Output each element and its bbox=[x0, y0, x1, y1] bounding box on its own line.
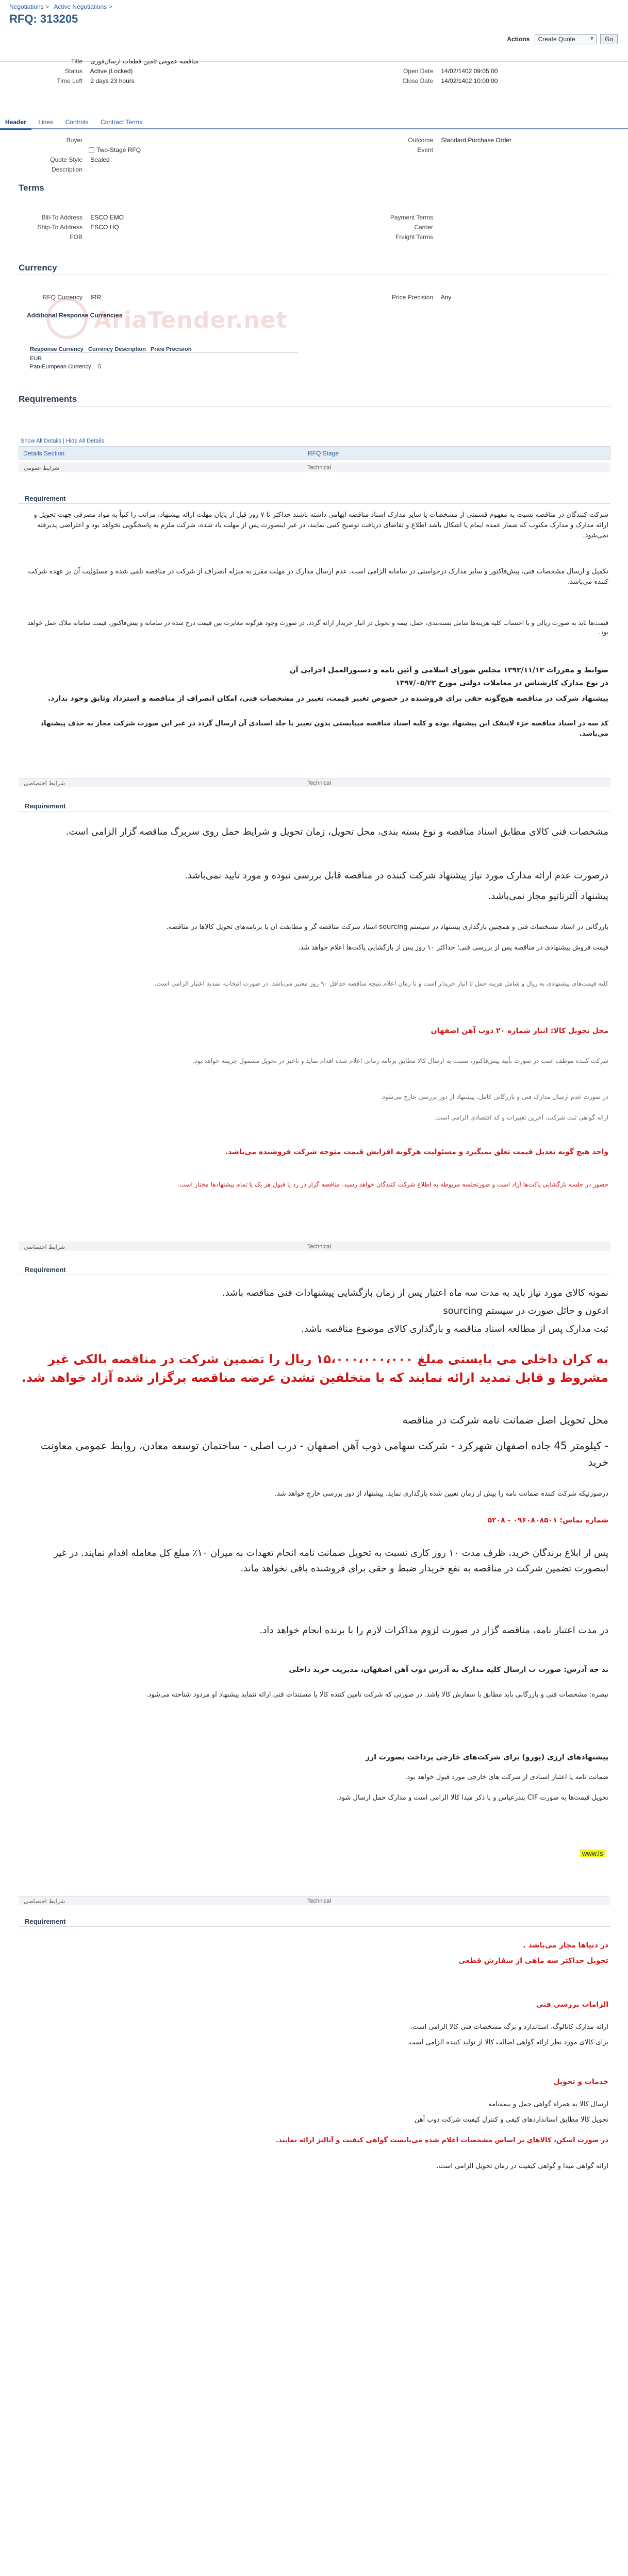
buyer-label: Buyer bbox=[66, 137, 82, 144]
block2-para11: واحد هیچ گونه تعدیل قیمت تعلق نمیگیرد و مسئولیت هرگونه افزایش قیمت متوجه شرکت فروشنده می‌باشد. bbox=[225, 1148, 608, 1156]
price-precision-row bbox=[371, 294, 451, 301]
watermark-logo bbox=[46, 294, 288, 350]
block3-para12: تبصره: مشخصات فنی و بازرگانی باید مطابق با سفارش کالا باشد. در صورتی که شرکت تامین کننده کالا یا مستندات فنی ارائه ننماید پیشنهاد او مردود شناخته می‌شود. bbox=[146, 1691, 608, 1699]
section-row-2[interactable] bbox=[19, 778, 610, 787]
block3-para8: شماره تماس: ۰۹۶۰۸۰۸۵۰۱ - ۵۲۰۸ bbox=[487, 1516, 608, 1524]
block4-para4: ارائه مدارک کاتالوگ، استاندارد و برگه مشخصات فنی کالا الزامی است. bbox=[410, 2023, 608, 2031]
currency-row-desc: Pan-European Currency bbox=[30, 364, 91, 370]
block4-para10: ارائه گواهی مبدا و گواهی کیفیت در زمان تحویل الزامی است. bbox=[436, 2162, 608, 2170]
title-label: Title bbox=[71, 58, 82, 65]
block3-para3: ثبت مدارک پس از مطالعه اسناد مناقصه و بارگذاری کالای موضوع مناقصه باشد. bbox=[301, 1324, 608, 1334]
price-precision-value: Any bbox=[440, 294, 452, 301]
block3-para6: - کیلومتر 45 جاده اصفهان شهرکرد - شرکت سهامی ذوب آهن اصفهان - درب اصلی - ساختمان توسعه معادن، روابط عمومی معاونت خرید bbox=[40, 1439, 608, 1468]
page-title: RFQ: 313205 bbox=[9, 12, 78, 25]
watermark-logo-icon bbox=[46, 298, 88, 339]
time-left-value: 2 days 23 hours bbox=[90, 77, 135, 84]
block2-para5: قیمت فروش پیشنهادی در مناقصه پس از بررسی فنی؛ حداکثر ۱۰ روز پس از بازگشایی پاکت‌ها اعلام خواهد شد. bbox=[298, 944, 608, 952]
block3-para9: پس از ابلاغ برندگان خرید، ظرف مدت ۱۰ روز کاری نسبت به تحویل ضمانت نامه انجام تعهدات به میزان ۱۰٪ مبلغ کل معامله اقدام نمایند. در غیر اینصورت تضمین شرکت در مناقصه به نفع خریدار ضبط و حقی برای فروشنده باقی نخواهد ماند. bbox=[54, 1548, 608, 1574]
block3-para16: www.ls bbox=[580, 1850, 605, 1857]
requirements-header-bar bbox=[19, 446, 610, 460]
status-label: Status bbox=[64, 67, 82, 75]
section-1-stage: Technical bbox=[307, 465, 331, 471]
buyer-row bbox=[21, 137, 89, 144]
block4-para2: تحویل حداکثر سه ماهی از سفارش قطعی bbox=[458, 1957, 608, 1965]
ship-to-link[interactable]: ESCO HQ bbox=[90, 224, 119, 231]
block3-para1: نمونه کالای مورد نیاز باید به مدت سه ماه اعتبار پس از زمان بازگشایی پیشنهادات فنی مناقصه باشد. bbox=[222, 1287, 608, 1298]
block3-para7: درصورتیکه شرکت کننده ضمانت نامه را بیش از زمان تعیین شده بارگذاری نماید، پیشنهاد از دور بررسی خارج خواهد شد. bbox=[274, 1490, 608, 1498]
currency-title: Currency bbox=[19, 263, 57, 273]
breadcrumb-negotiations[interactable]: Negotiations bbox=[9, 3, 44, 10]
block1-para4: ضوابط و مقررات ۱۳۹۲/۱۱/۱۳ مجلس شورای اسلامی و آئین نامه و دستورالعمل اجرایی آن bbox=[289, 666, 608, 674]
bill-to-row bbox=[21, 214, 124, 221]
currency-row bbox=[30, 355, 42, 362]
two-stage-row bbox=[21, 146, 141, 154]
currency-row-desc-line bbox=[30, 364, 101, 370]
actions-label: Actions bbox=[507, 36, 530, 43]
block3-para10: در مدت اعتبار نامه، مناقصه گزار در صورت لزوم مذاکرات لازم را با برنده انجام خواهد داد. bbox=[259, 1625, 608, 1636]
breadcrumb-active-negotiations[interactable]: Active Negotiations bbox=[54, 3, 107, 10]
block4-para3: الزامات بررسی فنی bbox=[536, 2001, 608, 2009]
carrier-label: Carrier bbox=[414, 224, 433, 231]
block3-para15: تحویل قیمت‌ها به صورت CIF بندرعباس و با ذکر مبدا کالا الزامی است و مدارک حمل ارسال شود. bbox=[336, 1794, 608, 1802]
block2-para10: ارائه گواهی ثبت شرکت، آخرین تغییرات و کد اقتصادی الزامی است. bbox=[434, 1114, 608, 1121]
freight-terms-row bbox=[371, 233, 439, 241]
breadcrumb: Negotiations > Active Negotiations > bbox=[9, 3, 112, 10]
block3-para11: ند جه آدرس: صورت ت ارسال کلیه مدارک به آدرس ذوب آهن اصفهان، مدیریت خرید داخلی bbox=[289, 1666, 608, 1674]
block2-para6: کلیه قیمت‌های پیشنهادی به ریال و شامل هزینه حمل تا انبار خریدار است و تا زمان اعلام نتیجه مناقصه حداقل ۹۰ روز معتبر می‌باشد. در صورت انتخاب، تمدید اعتبار الزامی است. bbox=[154, 980, 608, 987]
description-label: Description bbox=[51, 166, 82, 173]
quote-style-value: Sealed bbox=[90, 156, 110, 163]
bill-to-label: Bill-To Address bbox=[41, 214, 82, 221]
section-1-label: شرایط عمومی bbox=[24, 465, 60, 471]
outcome-value: Standard Purchase Order bbox=[441, 137, 512, 144]
close-date-value: 14/02/1402 10:00:00 bbox=[441, 77, 498, 84]
block4-para9: در صورت اسکن، کالاهای بر اساس مشخصات اعلام شده می‌بایست گواهی کیفیت و آنالیز ارائه نمایند. bbox=[275, 2137, 608, 2144]
requirements-title: Requirements bbox=[19, 394, 77, 404]
carrier-row bbox=[371, 224, 439, 231]
freight-terms-label: Freight Terms bbox=[395, 233, 433, 241]
block2-para4: بازرگانی در اسناد مشخصات فنی و همچنین بارگذاری پیشنهاد در سیستم sourcing اسناد شرکت مناقصه گر و مطابقت آن با برنامه‌های تحویل کالاها در مناقصه. bbox=[166, 923, 608, 931]
header-time-left-row bbox=[21, 77, 135, 84]
terms-title: Terms bbox=[19, 183, 44, 193]
title-value: مناقصه عمومی تامین قطعات ارسال‌فوری bbox=[90, 58, 199, 65]
tab-contract-terms[interactable]: Contract Terms bbox=[100, 118, 143, 126]
quote-style-row bbox=[21, 156, 110, 163]
block3-para4: به کران داخلی می بایستی مبلغ ۱۵،۰۰۰،۰۰۰،۰۰۰ ریال را تضمین شرکت در مناقصه بالکی غیر مشروط و قابل تمدید ارائه نمایند که با متخلفین تشدن عرضه مناقصه برگزار شده آزاد خواهد شد. bbox=[21, 1352, 608, 1385]
status-value: Active (Locked) bbox=[90, 67, 133, 75]
currency-row-code: EUR bbox=[30, 355, 42, 362]
section-4-label: شرایط اختصاصی bbox=[24, 1898, 65, 1905]
open-date-value: 14/02/1402 09:05:00 bbox=[441, 67, 498, 75]
block1-para7: کد سه در اسناد مناقصه جزء لاینفک این پیشنهاد بوده و کلیه اسناد مناقصه میبایستی بدون تغییر با جلد اسنادی آن ارسال گردد در غیر این صورت شرکت مجاز به حذف پیشنهاد می‌باشد. bbox=[40, 720, 608, 738]
tab-header[interactable]: Header bbox=[0, 116, 31, 130]
currency-row-precision: 5 bbox=[97, 364, 101, 370]
tab-controls[interactable]: Controls bbox=[65, 118, 89, 126]
header-open-date-row bbox=[371, 67, 498, 75]
header-title-row bbox=[21, 58, 199, 65]
block4-para7: ارسال کالا به همراه گواهی حمل و بیمه‌نامه bbox=[488, 2100, 608, 2108]
header-close-date-row bbox=[371, 77, 498, 84]
bill-to-link[interactable]: ESCO EMO bbox=[90, 214, 124, 221]
block3-para2: ادغون و حائل صورت در سیستم sourcing bbox=[443, 1306, 608, 1316]
block3-para14: ضمانت نامه یا اعتبار اسنادی از شرکت های خارجی مورد قبول خواهد بود. bbox=[405, 1773, 608, 1781]
section-row-3[interactable] bbox=[19, 1242, 610, 1251]
precision-header: Price Precision bbox=[150, 346, 192, 352]
header-status-row bbox=[21, 67, 133, 75]
requirement-heading-2: Requirement bbox=[19, 801, 610, 811]
block2-para9: در صورت عدم ارسال مدارک فنی و بازرگانی کامل، پیشنهاد از دور بررسی خارج می‌شود. bbox=[380, 1093, 608, 1100]
quote-style-label: Quote Style bbox=[50, 156, 82, 163]
block4-para1: در دنیاها مجاز می‌باشد . bbox=[523, 1941, 608, 1950]
tab-lines[interactable]: Lines bbox=[38, 118, 53, 126]
block2-para12: حضور در جلسه بازگشایی پاکت‌ها آزاد است و صورتجلسه مربوطه به اطلاع شرکت کنندگان خواهد رسید. مناقصه گزار در رد یا قبول هر یک یا تمام پیشنهادها مختار است. bbox=[177, 1181, 608, 1188]
block4-para8: تحویل کالا مطابق استانداردهای کیفی و کنترل کیفیت شرکت ذوب آهن bbox=[414, 2116, 608, 2124]
rfq-currency-label: RFQ Currency bbox=[42, 294, 82, 301]
details-section-header: Details Section bbox=[23, 450, 65, 457]
two-stage-checkbox bbox=[89, 147, 94, 153]
block1-para1: شرکت کنندگان در مناقصه نسبت به مفهوم قسمتی از مشخصات یا سایر مدارک اسناد مناقصه ابهامی داشته باشند حداکثر تا ۷ روز قبل از پایان مهلت ارائه پیشنهاد، مراتب را کتباً به مواد مصرفی جهت تحویل و ارائه مدارک و مدارک مکتوب که شمار عمده ایمام یا اشکال باشد اطلاع و تقاضای دریافت توضیح کتبی نمایند. در غیر اینصورت پس از مهلت یاد شده، شرکت ملزم به پاسخگویی نخواهد بود و اعتراضی پذیرفته نمی‌شود. bbox=[34, 511, 608, 539]
currency-desc-header: Currency Description bbox=[88, 346, 146, 352]
close-date-label: Close Date bbox=[402, 77, 433, 84]
rfq-currency-value: IRR bbox=[90, 294, 102, 301]
block1-para5: در نوع مدارک کارشناس در معاملات دولتی مورخ ۱۳۹۷/۰۵/۲۳ bbox=[395, 679, 608, 687]
actions-select[interactable]: Create Quote ▾ bbox=[535, 34, 597, 44]
section-3-label: شرایط اختصاصی bbox=[24, 1244, 65, 1250]
section-row-1[interactable] bbox=[19, 463, 610, 472]
block1-para6: پیشنهاد شرکت در مناقصه هیچ‌گونه حقی برای فروشنده در خصوص تغییر قیمت، تغییر در مشخصات فنی، امکان انصراف از مناقصه و استرداد وثایق وجود ندارد. bbox=[47, 694, 608, 703]
requirement-heading-4: Requirement bbox=[19, 1917, 610, 1927]
resp-currency-header: Response Currency bbox=[30, 346, 84, 352]
open-date-label: Open Date bbox=[403, 67, 433, 75]
block2-para1: مشخصات فنی کالای مطابق اسناد مناقصه و نوع بسته بندی، محل تحویل، زمان تحویل و شرایط حمل روی سربرگ مناقصه گزار الزامی است. bbox=[65, 826, 608, 837]
show-hide-details[interactable]: Show All Details | Hide All Details bbox=[21, 438, 104, 444]
block3-para13: پیشنهادهای ارزی (یورو) برای شرکت‌های خارجی پرداخت بصورت ارز bbox=[366, 1753, 608, 1761]
section-3-stage: Technical bbox=[307, 1244, 331, 1250]
event-row bbox=[371, 146, 439, 154]
block2-para8: شرکت کننده موظف است در صورت تأیید پیش‌فاکتور، نسبت به ارسال کالا مطابق برنامه زمانی اعلام شده اقدام نماید و تاخیر در تحویل مشمول جریمه خواهد بود. bbox=[192, 1057, 608, 1064]
ship-to-label: Ship-To Address bbox=[37, 224, 82, 231]
fob-row bbox=[21, 233, 89, 241]
requirement-heading-1: Requirement bbox=[19, 494, 610, 504]
section-2-stage: Technical bbox=[307, 780, 331, 786]
block3-para5: محل تحویل اصل ضمانت نامه شرکت در مناقصه bbox=[402, 1414, 608, 1426]
fob-label: FOB bbox=[70, 233, 82, 241]
outcome-row bbox=[371, 137, 511, 144]
block4-para6: خدمات و تحویل bbox=[553, 2078, 608, 2086]
block1-para3: قیمت‌ها باید به صورت ریالی و با احتساب کلیه هزینه‌ها شامل بسته‌بندی، حمل، بیمه و تحویل در انبار خریدار ارائه گردد. در صورت وجود هرگونه مغایرت بین قیمت درج شده در سامانه و پیش‌فاکتور، قیمت سامانه ملاک عمل خواهد بود. bbox=[27, 619, 608, 636]
section-row-4[interactable] bbox=[19, 1896, 610, 1905]
two-stage-label: Two-Stage RFQ bbox=[96, 146, 141, 154]
price-precision-label: Price Precision bbox=[391, 294, 433, 301]
actions-bar bbox=[507, 34, 618, 44]
payment-terms-row bbox=[371, 214, 439, 221]
additional-currencies-label: Additional Response Currencies bbox=[27, 312, 123, 319]
outcome-label: Outcome bbox=[408, 137, 433, 144]
description-row bbox=[21, 166, 89, 173]
event-label: Event bbox=[417, 146, 433, 154]
rfq-stage-header: RFQ Stage bbox=[308, 450, 339, 457]
section-4-stage: Technical bbox=[307, 1898, 331, 1904]
block1-para2: تکمیل و ارسال مشخصات فنی، پیش‌فاکتور و سایر مدارک درخواستی در سامانه الزامی است. عدم ارسال مدارک در مهلت مقرر به منزله انصراف از شرکت در مناقصه تلقی شده و مسئولیت آن بر عهده شرکت کننده می‌باشد. bbox=[28, 568, 608, 586]
block2-para3: پیشنهاد آلترناتیو مجاز نمی‌باشد. bbox=[488, 891, 608, 902]
payment-terms-label: Payment Terms bbox=[390, 214, 433, 221]
block2-para2: درصورت عدم ارائه مدارک مورد نیاز پیشنهاد شرکت کننده در مناقصه قابل بررسی نبوده و مورد تایید نمی‌باشد. bbox=[185, 870, 608, 881]
time-left-label: Time Left bbox=[57, 77, 82, 84]
requirement-heading-3: Requirement bbox=[19, 1265, 610, 1275]
block2-para7: محل تحویل کالا: انبار شماره ۲۰ ذوب آهن اصفهان bbox=[431, 1027, 608, 1035]
block4-para5: برای کالای مورد نظر ارائه گواهی اصالت کالا از تولید کننده الزامی است. bbox=[407, 2039, 608, 2046]
section-2-label: شرایط اختصاصی bbox=[24, 780, 65, 787]
go-button[interactable]: Go bbox=[600, 34, 618, 44]
watermark-text: AriaTender.net bbox=[94, 307, 288, 333]
ship-to-row bbox=[21, 224, 119, 231]
tab-bar bbox=[0, 116, 628, 129]
